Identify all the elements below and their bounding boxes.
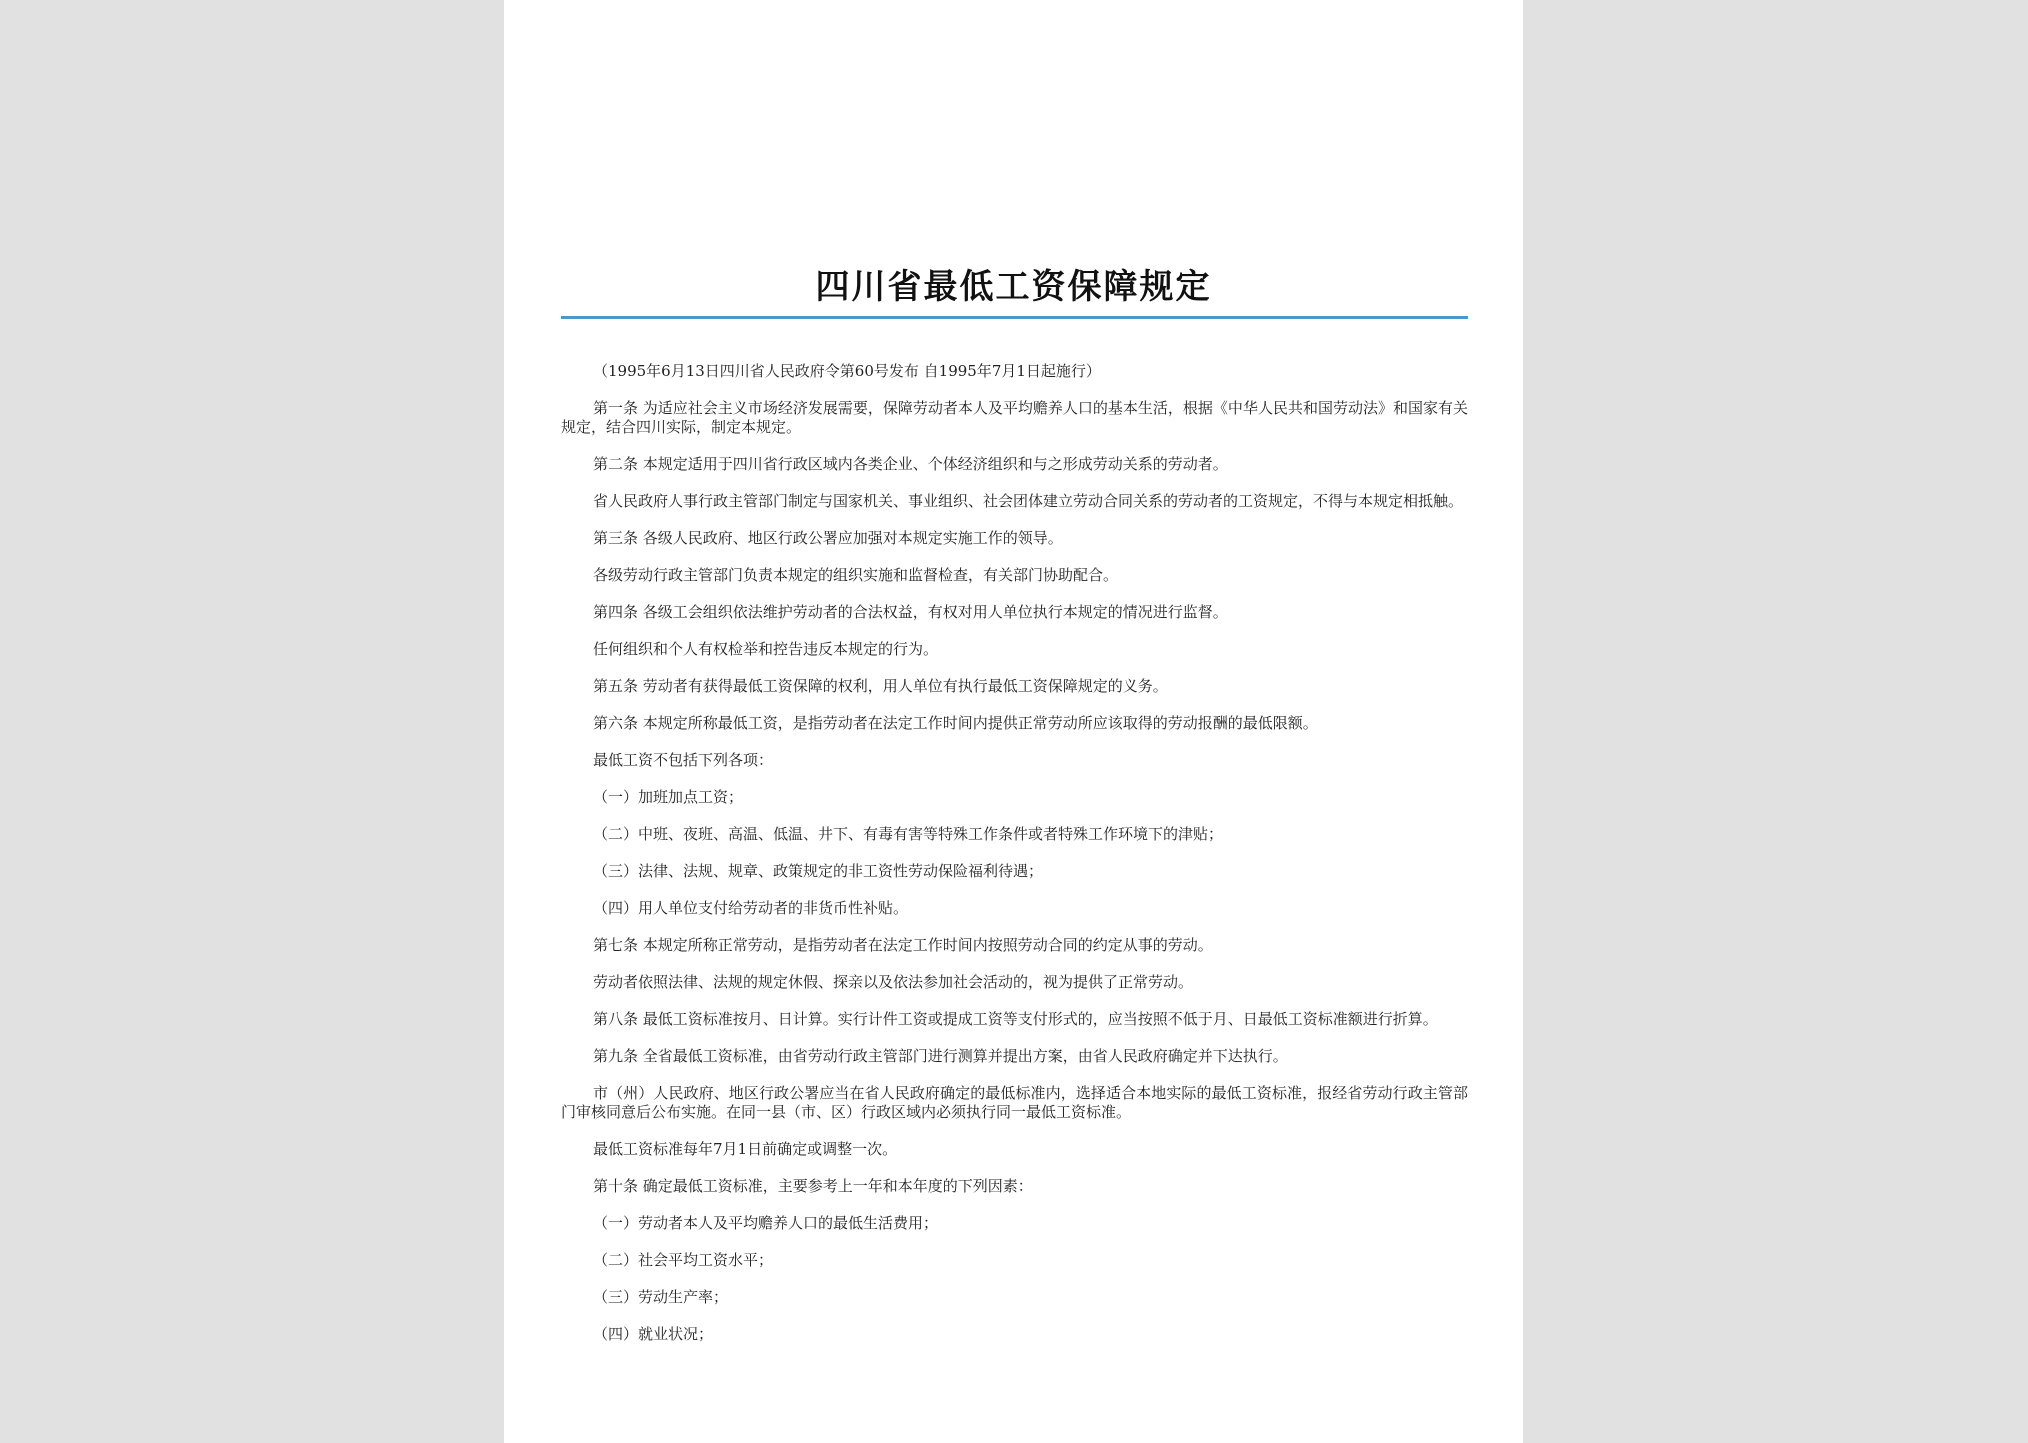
document-body — [561, 362, 1468, 1362]
document-paragraph: （一）加班加点工资； — [593, 788, 744, 806]
document-paragraph: 第七条 本规定所称正常劳动，是指劳动者在法定工作时间内按照劳动合同的约定从事的劳动。 — [593, 936, 1213, 954]
document-paragraph: （三）法律、法规、规章、政策规定的非工资性劳动保险福利待遇； — [593, 862, 1044, 880]
document-paragraph: 第四条 各级工会组织依法维护劳动者的合法权益，有权对用人单位执行本规定的情况进行监督。 — [593, 603, 1228, 621]
document-paragraph: 任何组织和个人有权检举和控告违反本规定的行为。 — [593, 640, 939, 658]
document-paragraph: 第五条 劳动者有获得最低工资保障的权利，用人单位有执行最低工资保障规定的义务。 — [593, 677, 1168, 695]
document-paragraph: 第一条 为适应社会主义市场经济发展需要，保障劳动者本人及平均赡养人口的基本生活，根据《中华人民共和国劳动法》和国家有关规定，结合四川实际，制定本规定。 — [561, 399, 1468, 436]
document-paragraph: 最低工资不包括下列各项： — [593, 751, 774, 769]
document-paragraph: （1995年6月13日四川省人民政府令第60号发布 自1995年7月1日起施行） — [593, 362, 1101, 380]
document-paragraph: 最低工资标准每年7月1日前确定或调整一次。 — [593, 1140, 898, 1158]
document-paragraph: 第三条 各级人民政府、地区行政公署应加强对本规定实施工作的领导。 — [593, 529, 1063, 547]
document-page — [504, 0, 1523, 1443]
document-paragraph: 市（州）人民政府、地区行政公署应当在省人民政府确定的最低标准内，选择适合本地实际的最低工资标准，报经省劳动行政主管部门审核同意后公布实施。在同一县（市、区）行政区域内必须执行同一最低工资标准。 — [561, 1084, 1468, 1121]
document-paragraph: 省人民政府人事行政主管部门制定与国家机关、事业组织、社会团体建立劳动合同关系的劳动者的工资规定，不得与本规定相抵触。 — [593, 492, 1464, 510]
document-paragraph: 第十条 确定最低工资标准，主要参考上一年和本年度的下列因素： — [593, 1177, 1033, 1195]
document-paragraph: 第二条 本规定适用于四川省行政区域内各类企业、个体经济组织和与之形成劳动关系的劳动者。 — [593, 455, 1228, 473]
document-paragraph: （一）劳动者本人及平均赡养人口的最低生活费用； — [593, 1214, 939, 1232]
document-paragraph: 劳动者依照法律、法规的规定休假、探亲以及依法参加社会活动的，视为提供了正常劳动。 — [593, 973, 1194, 991]
document-paragraph: 第六条 本规定所称最低工资，是指劳动者在法定工作时间内提供正常劳动所应该取得的劳动报酬的最低限额。 — [593, 714, 1318, 732]
document-title: 四川省最低工资保障规定 — [815, 267, 1212, 307]
document-paragraph: （四）就业状况； — [593, 1325, 714, 1343]
document-paragraph: （二）中班、夜班、高温、低温、井下、有毒有害等特殊工作条件或者特殊工作环境下的津贴； — [593, 825, 1224, 843]
document-paragraph: 各级劳动行政主管部门负责本规定的组织实施和监督检查，有关部门协助配合。 — [593, 566, 1119, 584]
document-paragraph: 第九条 全省最低工资标准，由省劳动行政主管部门进行测算并提出方案，由省人民政府确定并下达执行。 — [593, 1047, 1288, 1065]
title-divider — [561, 316, 1468, 319]
document-paragraph: （二）社会平均工资水平； — [593, 1251, 774, 1269]
document-paragraph: 第八条 最低工资标准按月、日计算。实行计件工资或提成工资等支付形式的，应当按照不低于月、日最低工资标准额进行折算。 — [593, 1010, 1438, 1028]
document-paragraph: （四）用人单位支付给劳动者的非货币性补贴。 — [593, 899, 909, 917]
document-paragraph: （三）劳动生产率； — [593, 1288, 729, 1306]
